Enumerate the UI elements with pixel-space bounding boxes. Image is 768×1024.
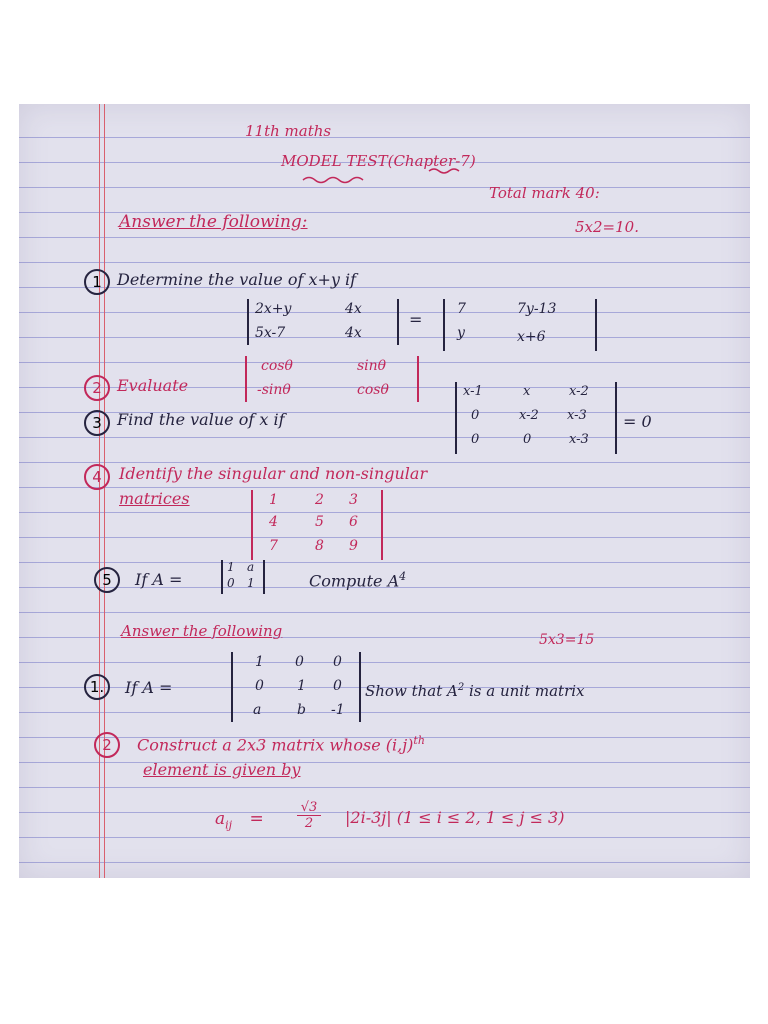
equals-zero: = 0: [623, 412, 652, 431]
question-number: 2: [84, 375, 110, 401]
formula-fraction: √3 2: [297, 800, 321, 831]
question-text: Show that $A^2$ is a unit matrix: [365, 682, 585, 700]
question-text: If A =: [135, 570, 183, 589]
matrix: 1 2 3 4 5 6 7 8 9: [251, 490, 383, 560]
squiggle-underline: [427, 166, 467, 176]
question-text: Evaluate: [117, 376, 189, 395]
question-text: Construct a 2x3 matrix whose $(i,j)^{th}$: [137, 734, 425, 755]
determinant: cosθ sinθ -sinθ cosθ: [245, 356, 419, 402]
question-number: 5: [94, 567, 120, 593]
notebook-page: [19, 104, 750, 878]
question-text: If A =: [125, 678, 173, 697]
grade-label: 11th maths: [245, 122, 332, 140]
margin-line: [99, 104, 100, 878]
formula: $a_{ij}$ =: [215, 809, 264, 832]
question-text: Determine the value of x+y if: [117, 270, 357, 289]
matrix: 1 a 0 1: [221, 560, 265, 594]
matrix-lhs: 2x+y 4x 5x-7 4x: [247, 299, 399, 345]
section-b-heading: Answer the following: [121, 622, 283, 640]
section-a-heading: Answer the following:: [119, 212, 308, 232]
section-a-marks: 5x2=10.: [575, 218, 639, 236]
matrix-rhs: 7 7y-13 y x+6: [443, 299, 597, 351]
question-text: matrices: [119, 489, 190, 508]
squiggle-underline: [301, 174, 371, 186]
question-number: 3: [84, 410, 110, 436]
equals-sign: =: [409, 310, 423, 329]
margin-line: [104, 104, 105, 878]
matrix: 1 0 0 0 1 0 a b -1: [231, 652, 361, 722]
page-title: MODEL TEST(Chapter-7): [281, 152, 476, 170]
question-number: 1.: [84, 674, 110, 700]
question-number: 2: [94, 732, 120, 758]
question-number: 1: [84, 269, 110, 295]
formula: |2i-3j| (1 ≤ i ≤ 2, 1 ≤ j ≤ 3): [345, 808, 565, 827]
question-number: 4: [84, 464, 110, 490]
question-text: Identify the singular and non-singular: [119, 464, 428, 483]
section-b-marks: 5x3=15: [539, 632, 595, 648]
determinant: x-1 x x-2 0 x-2 x-3 0 0 x-3: [455, 382, 617, 454]
question-text: element is given by: [143, 760, 301, 779]
total-marks: Total mark 40:: [489, 184, 600, 202]
question-text: Compute $A^4$: [309, 570, 407, 591]
question-text: Find the value of x if: [117, 410, 285, 429]
